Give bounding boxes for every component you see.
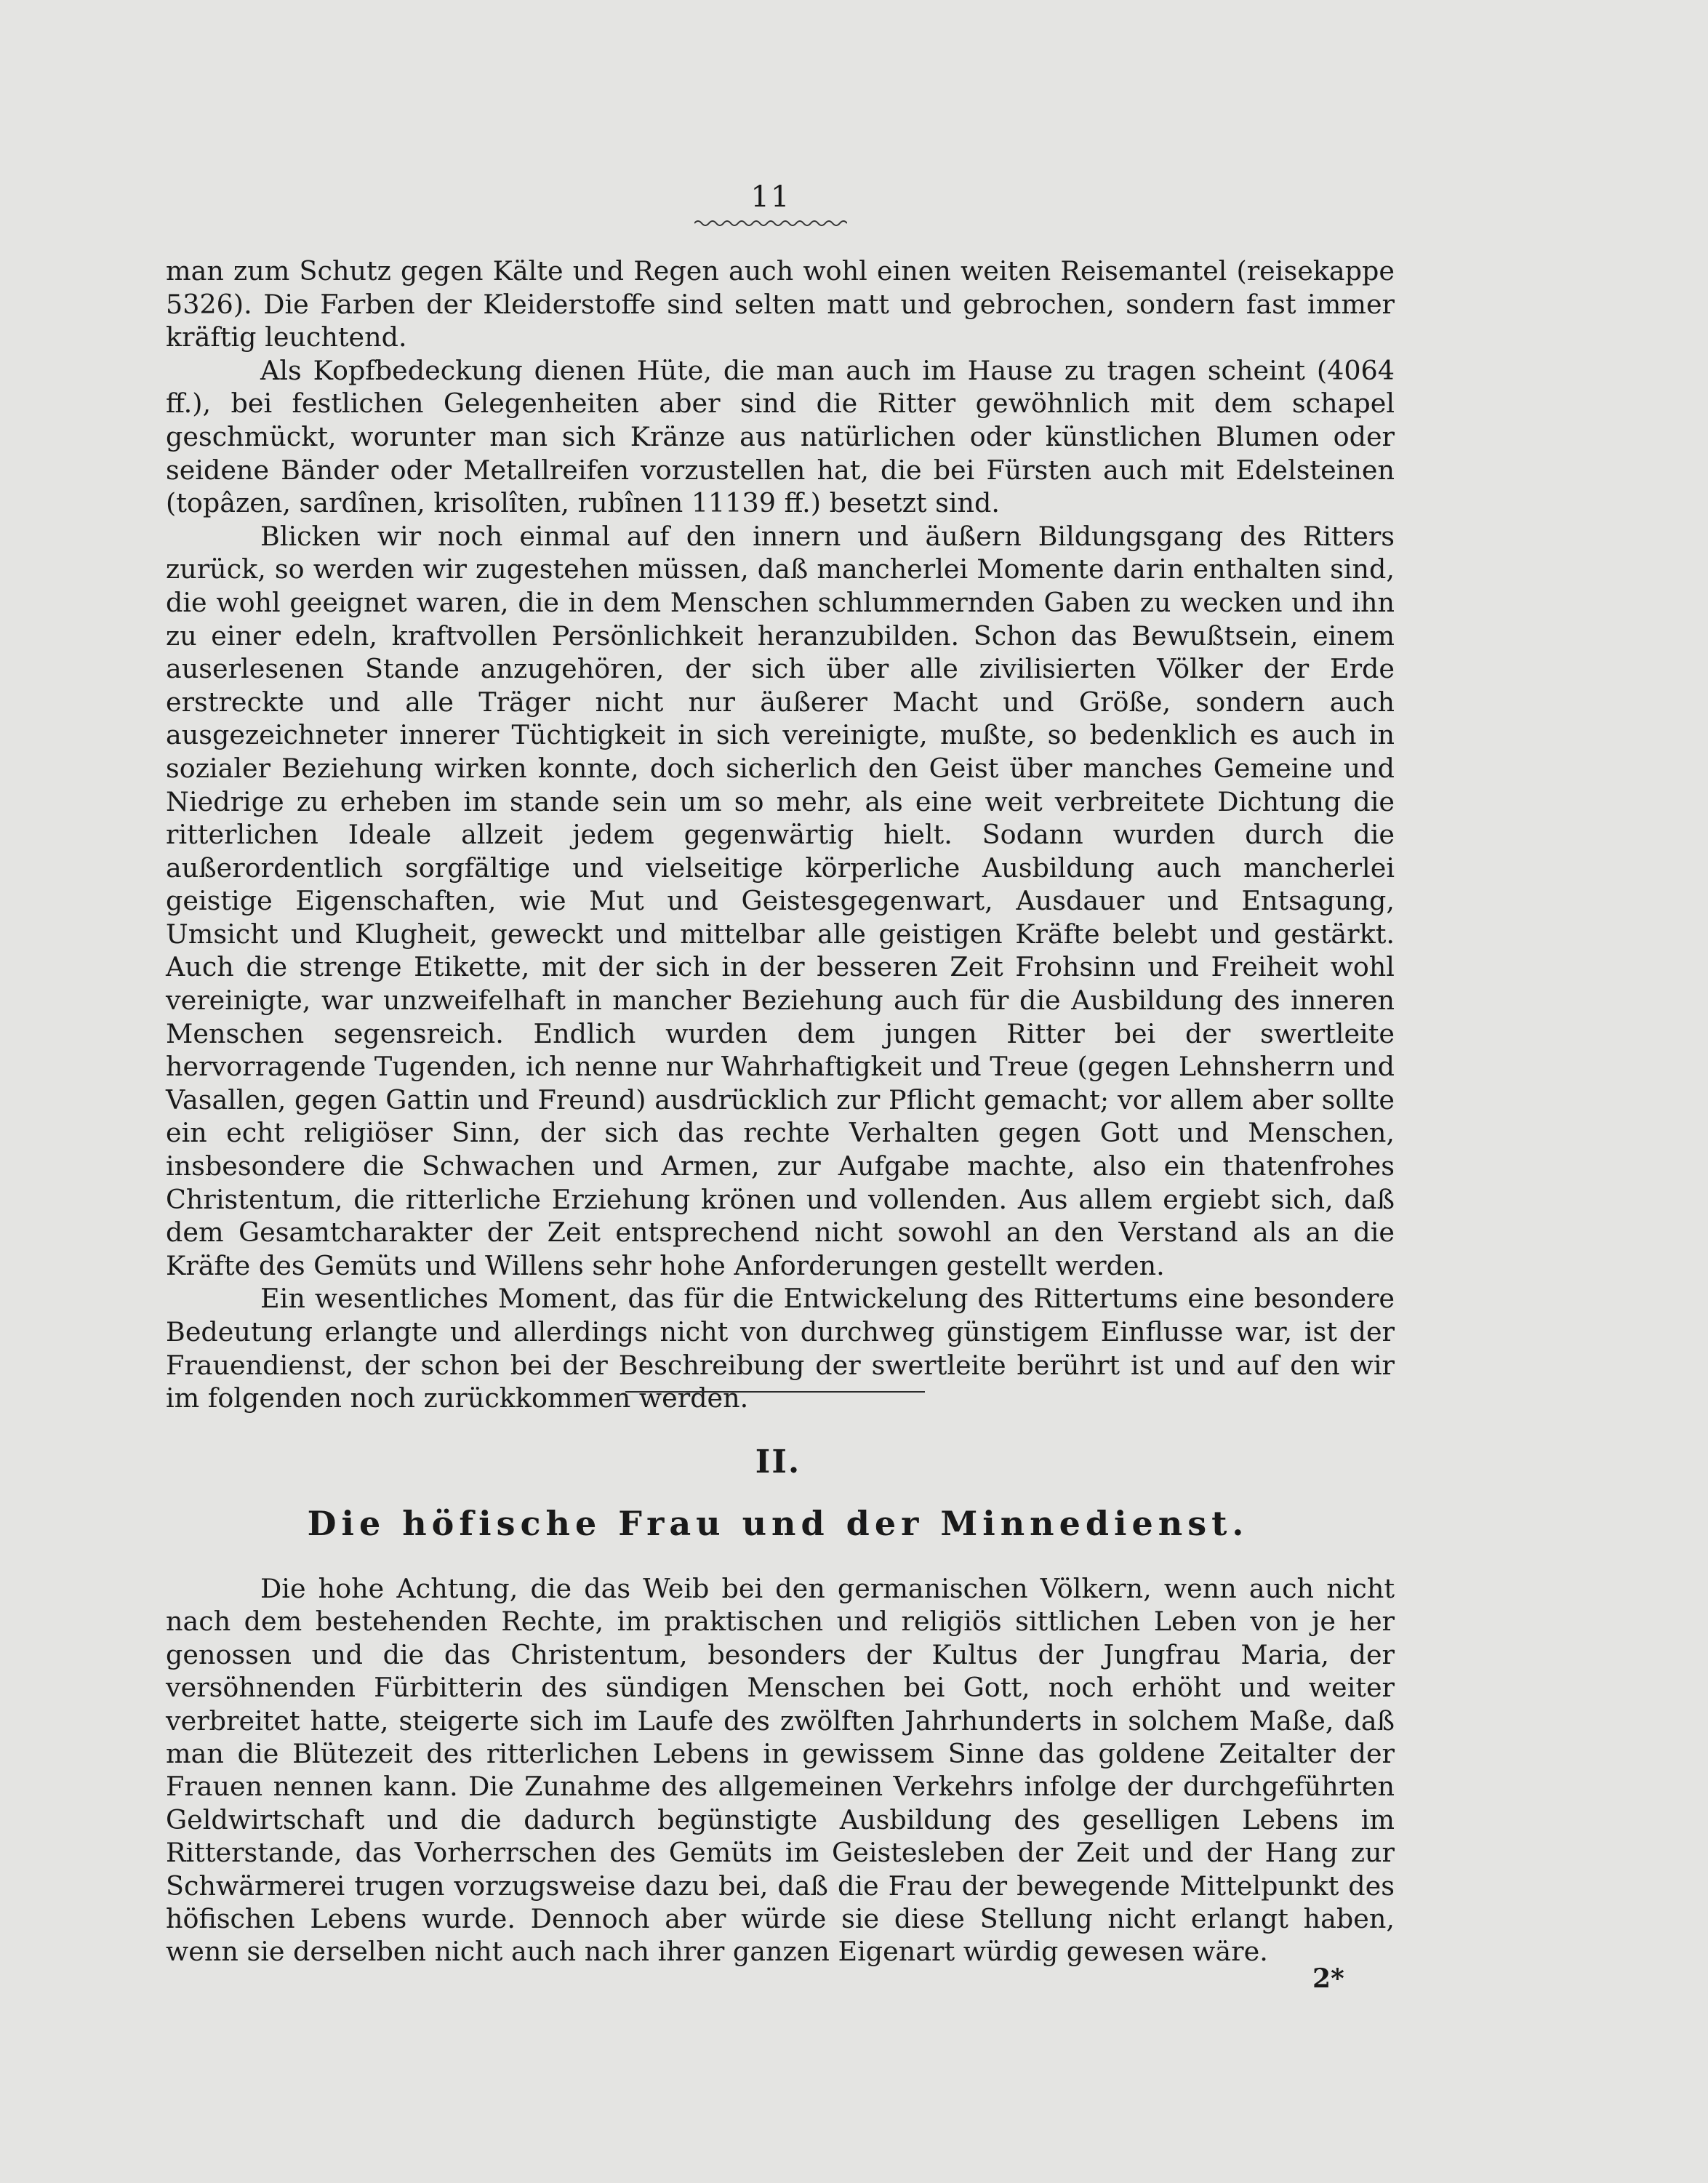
paragraph: Ein wesentliches Moment, das für die Entwickelung des Rittertums eine besondere Bedeutung erlangte und allerdings nicht von durchweg günstigem Einflusse war, ist der Frauendienst, der schon bei der Beschreibung der swertleite berührt ist und auf den wir im folgenden noch zurückkommen werden.	[166, 1283, 1395, 1414]
section-title: Die höfische Frau und der Minnedienst.	[307, 1504, 1249, 1543]
page-number: 11	[750, 180, 791, 214]
signature-mark: 2*	[1312, 1963, 1344, 1994]
body-text-upper	[166, 255, 1395, 1415]
paragraph: Blicken wir noch einmal auf den innern und äußern Bildungsgang des Ritters zurück, so werden wir zugestehen müssen, daß mancherlei Momente darin enthalten sind, die wohl geeignet waren, die in dem Menschen schlummernden Gaben zu wecken und ihn zu einer edeln, kraftvollen Persönlichkeit heranzubilden. Schon das Bewußtsein, einem auserlesenen Stande anzugehören, der sich über alle zivilisierten Völker der Erde erstreckte und alle Träger nicht nur äußerer Macht und Größe, sondern auch ausgezeichneter innerer Tüchtigkeit in sich vereinigte, mußte, so bedenklich es auch in sozialer Beziehung wirken konnte, doch sicherlich den Geist über manches Gemeine und Niedrige zu erheben im stande sein um so mehr, als eine weit verbreitete Dichtung die ritterlichen Ideale allzeit jedem gegenwärtig hielt. Sodann wurden durch die außerordentlich sorgfältige und vielseitige körperliche Ausbildung auch mancherlei geistige Eigenschaften, wie Mut und Geistesgegenwart, Ausdauer und Entsagung, Umsicht und Klugheit, geweckt und mittelbar alle geistigen Kräfte belebt und gestärkt. Auch die strenge Etikette, mit der sich in der besseren Zeit Frohsinn und Freiheit wohl vereinigte, war unzweifelhaft in mancher Beziehung auch für die Ausbildung des inneren Menschen segensreich. Endlich wurden dem jungen Ritter bei der swertleite hervorragende Tugenden, ich nenne nur Wahrhaftigkeit und Treue (gegen Lehnsherrn und Vasallen, gegen Gattin und Freund) ausdrücklich zur Pflicht gemacht; vor allem aber sollte ein echt religiöser Sinn, der sich das rechte Verhalten gegen Gott und Menschen, insbesondere die Schwachen und Armen, zur Aufgabe machte, also ein thatenfrohes Christentum, die ritterliche Erziehung krönen und vollenden. Aus allem ergiebt sich, daß dem Gesamtcharakter der Zeit entsprechend nicht sowohl an den Verstand als an die Kräfte des Gemüts und Willens sehr hohe Anforderungen gestellt werden.	[166, 520, 1395, 1281]
paragraph: Die hohe Achtung, die das Weib bei den germanischen Völkern, wenn auch nicht nach dem bestehenden Rechte, im praktischen und religiös sittlichen Leben von je her genossen und die das Christentum, besonders der Kultus der Jungfrau Maria, der versöhnenden Fürbitterin des sündigen Menschen bei Gott, noch erhöht und weiter verbreitet hatte, steigerte sich im Laufe des zwölften Jahrhunderts in solchem Maße, daß man die Blütezeit des ritterlichen Lebens in gewissem Sinne das goldene Zeitalter der Frauen nennen kann. Die Zunahme des allgemeinen Verkehrs infolge der durchgeführten Geldwirtschaft und die dadurch begünstigte Ausbildung des geselligen Lebens im Ritterstande, das Vorherrschen des Gemüts im Geistesleben der Zeit und der Hang zur Schwärmerei trugen vorzugsweise dazu bei, daß die Frau der bewegende Mittelpunkt des höfischen Lebens wurde. Dennoch aber würde sie diese Stellung nicht erlangt haben, wenn sie derselben nicht auch nach ihrer ganzen Eigenart würdig gewesen wäre.	[166, 1573, 1395, 1968]
section-divider	[625, 1391, 925, 1393]
paragraph: man zum Schutz gegen Kälte und Regen auch wohl einen weiten Reisemantel (reisekappe 5326). Die Farben der Kleiderstoffe sind selten matt und gebrochen, sondern fast immer kräftig leuchtend.	[166, 255, 1395, 353]
page-number-ornament	[694, 218, 847, 228]
body-text-lower	[166, 1572, 1395, 1968]
section-number: II.	[755, 1443, 801, 1481]
paragraph: Als Kopfbedeckung dienen Hüte, die man auch im Hause zu tragen scheint (4064 ff.), bei festlichen Gelegenheiten aber sind die Ritter gewöhnlich mit dem schapel geschmückt, worunter man sich Kränze aus natürlichen oder künstlichen Blumen oder seidene Bänder oder Metallreifen vorzustellen hat, die bei Fürsten auch mit Edelsteinen (topâzen, sardînen, krisolîten, rubînen 11139 ff.) besetzt sind.	[166, 354, 1395, 519]
